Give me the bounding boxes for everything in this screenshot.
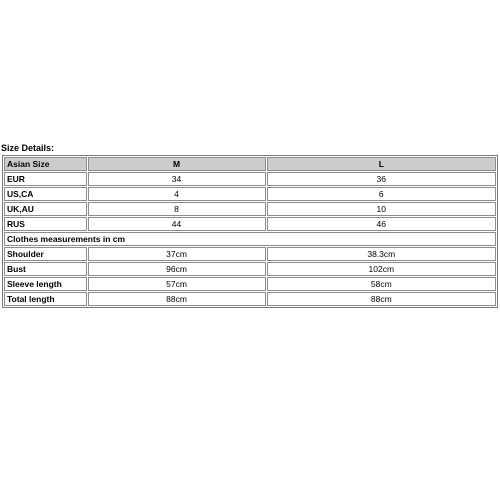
table-row [4, 247, 496, 261]
row-value: 46 [267, 217, 496, 231]
row-value: 37cm [88, 247, 266, 261]
row-value: 58cm [267, 277, 496, 291]
header-label-cell: Asian Size [4, 157, 87, 171]
table-row [4, 292, 496, 306]
row-value: 8 [88, 202, 266, 216]
header-size-l: L [267, 157, 496, 171]
header-size-m: M [88, 157, 266, 171]
table-row [4, 202, 496, 216]
row-label: Bust [4, 262, 87, 276]
row-value: 6 [267, 187, 496, 201]
row-value: 34 [88, 172, 266, 186]
table-row [4, 262, 496, 276]
table-row [4, 277, 496, 291]
row-label: Total length [4, 292, 87, 306]
row-value: 10 [267, 202, 496, 216]
row-value: 88cm [267, 292, 496, 306]
row-value: 36 [267, 172, 496, 186]
row-value: 88cm [88, 292, 266, 306]
table-row [4, 217, 496, 231]
row-label: EUR [4, 172, 87, 186]
row-label: US,CA [4, 187, 87, 201]
size-details-table [2, 155, 498, 308]
table-header-row [4, 157, 496, 171]
section-heading-row [4, 232, 496, 246]
row-label: Sleeve length [4, 277, 87, 291]
row-value: 44 [88, 217, 266, 231]
row-value: 4 [88, 187, 266, 201]
row-value: 38.3cm [267, 247, 496, 261]
table-row [4, 172, 496, 186]
page-title: Size Details: [1, 143, 55, 153]
row-value: 57cm [88, 277, 266, 291]
table-row [4, 187, 496, 201]
row-value: 102cm [267, 262, 496, 276]
row-label: RUS [4, 217, 87, 231]
row-value: 96cm [88, 262, 266, 276]
row-label: UK,AU [4, 202, 87, 216]
row-label: Shoulder [4, 247, 87, 261]
measurements-heading: Clothes measurements in cm [4, 232, 496, 246]
